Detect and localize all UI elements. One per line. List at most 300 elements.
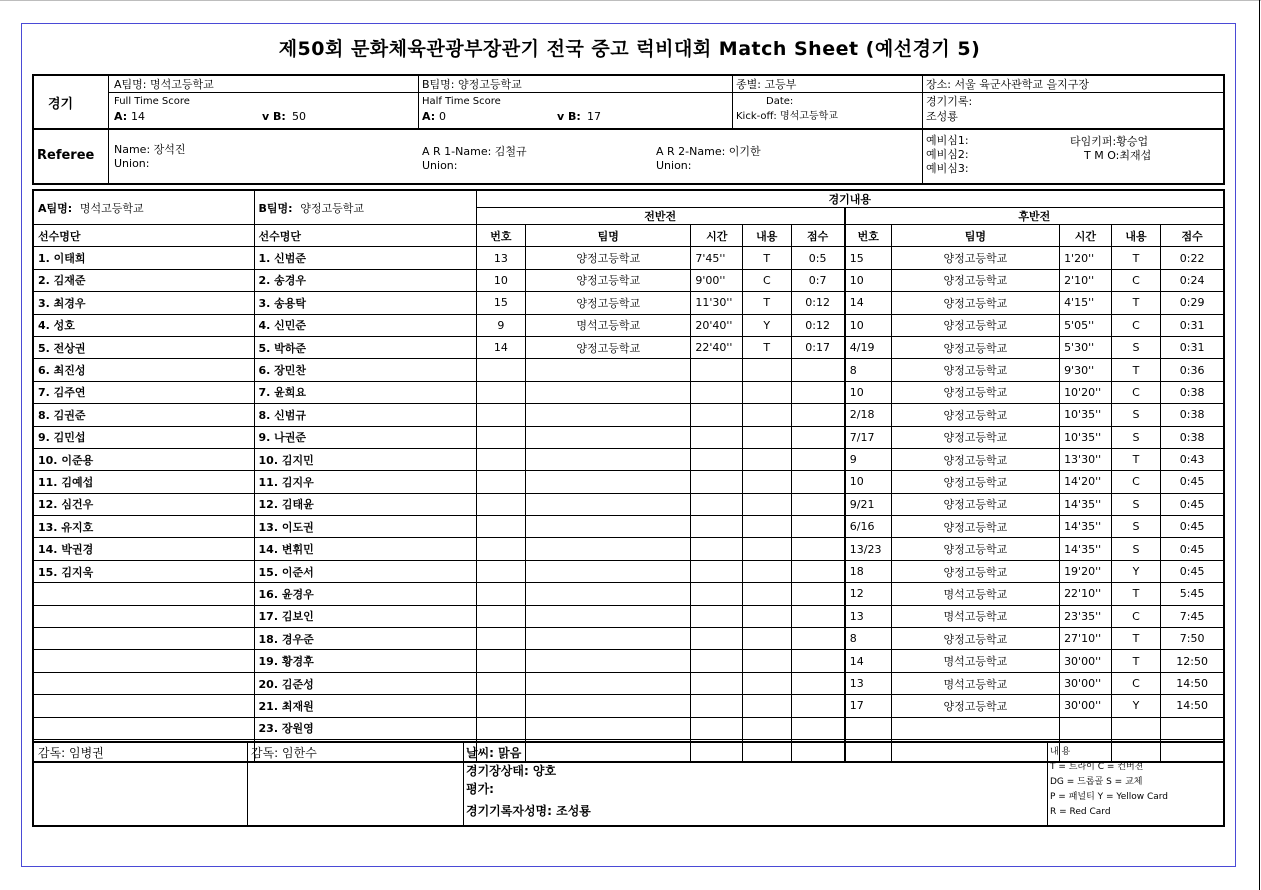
first-half-number-cell bbox=[476, 381, 526, 403]
second-half-score-cell: 14:50 bbox=[1161, 672, 1224, 694]
a-player-cell: 11. 김예섭 bbox=[33, 471, 254, 493]
first-half-score-cell bbox=[791, 695, 845, 717]
b-player-cell: 12. 김태윤 bbox=[254, 493, 476, 515]
first-half-time-cell: 20'40'' bbox=[691, 314, 743, 336]
first-half-team-cell bbox=[526, 717, 691, 739]
first-half-number-cell: 10 bbox=[476, 269, 526, 291]
first-half-number-cell bbox=[476, 717, 526, 739]
second-half-content-cell: T bbox=[1111, 247, 1161, 269]
referee-union: Union: bbox=[114, 157, 150, 170]
a-team-header-name: 명석고등학교 bbox=[79, 201, 144, 215]
first-half-content-cell bbox=[743, 493, 792, 515]
second-half-number-cell bbox=[845, 717, 891, 739]
a-player-cell bbox=[33, 650, 254, 672]
first-half-team-cell: 명석고등학교 bbox=[526, 314, 691, 336]
second-half-content-cell bbox=[1111, 717, 1161, 739]
first-half-content-cell bbox=[743, 672, 792, 694]
second-half-time-cell: 30'00'' bbox=[1060, 650, 1112, 672]
first-half-content-cell bbox=[743, 381, 792, 403]
ar2-name: A R 2-Name: 이기한 bbox=[656, 145, 761, 158]
first-half-score-cell: 0:7 bbox=[791, 269, 845, 291]
first-half-time-cell bbox=[691, 717, 743, 739]
first-half-number-cell bbox=[476, 650, 526, 672]
referee-section bbox=[32, 128, 1225, 185]
second-half-score-cell: 0:22 bbox=[1161, 247, 1224, 269]
full-b-label: v B: bbox=[262, 110, 286, 123]
first-half-time-cell bbox=[691, 359, 743, 381]
col-team-2: 팀명 bbox=[891, 225, 1059, 247]
weather: 날씨: 맑음 bbox=[466, 746, 522, 760]
second-half-content-cell: T bbox=[1111, 650, 1161, 672]
first-half-score-cell bbox=[791, 650, 845, 672]
first-half-score-cell bbox=[791, 381, 845, 403]
b-player-cell: 1. 신범준 bbox=[254, 247, 476, 269]
half-b-label: v B: bbox=[557, 110, 581, 123]
second-half-score-cell: 7:45 bbox=[1161, 605, 1224, 627]
second-half-team-cell: 명석고등학교 bbox=[891, 583, 1059, 605]
half-time-b-score: 17 bbox=[587, 110, 601, 123]
first-half-time-cell: 9'00'' bbox=[691, 269, 743, 291]
second-half-time-cell: 19'20'' bbox=[1060, 560, 1112, 582]
sheet-title: 제50회 문화체육관광부장관기 전국 중고 럭비대회 Match Sheet (예선경기 5) bbox=[278, 38, 981, 60]
a-player-cell: 7. 김주연 bbox=[33, 381, 254, 403]
first-half-time-cell bbox=[691, 471, 743, 493]
ar1-union: Union: bbox=[422, 159, 458, 172]
first-half-time-cell: 22'40'' bbox=[691, 336, 743, 358]
first-half-content-cell bbox=[743, 404, 792, 426]
a-player-cell: 10. 이준용 bbox=[33, 448, 254, 470]
first-half-time-cell bbox=[691, 516, 743, 538]
first-half-score-cell bbox=[791, 605, 845, 627]
a-roster-header: 선수명단 bbox=[33, 225, 254, 247]
first-half-score-cell bbox=[791, 560, 845, 582]
first-half-time-cell bbox=[691, 605, 743, 627]
second-half-number-cell: 10 bbox=[845, 381, 891, 403]
col-score-1: 점수 bbox=[791, 225, 845, 247]
first-half-team-cell: 양정고등학교 bbox=[526, 247, 691, 269]
first-half-number-cell bbox=[476, 583, 526, 605]
first-half-time-cell bbox=[691, 426, 743, 448]
second-half-time-cell: 10'35'' bbox=[1060, 404, 1112, 426]
second-half-content-cell: C bbox=[1111, 605, 1161, 627]
second-half-content-cell: Y bbox=[1111, 560, 1161, 582]
first-half-content-cell bbox=[743, 717, 792, 739]
a-player-cell: 15. 김지욱 bbox=[33, 560, 254, 582]
second-half-time-cell: 27'10'' bbox=[1060, 628, 1112, 650]
first-half-team-cell bbox=[526, 359, 691, 381]
first-half-team-cell bbox=[526, 493, 691, 515]
second-half-number-cell: 13 bbox=[845, 672, 891, 694]
table-row bbox=[33, 583, 1224, 605]
ar1-name: A R 1-Name: 김철규 bbox=[422, 145, 527, 158]
venue: 장소: 서울 육군사관학교 을지구장 bbox=[926, 78, 1089, 91]
first-half-time-cell bbox=[691, 538, 743, 560]
a-player-cell: 14. 박권경 bbox=[33, 538, 254, 560]
first-half-number-cell bbox=[476, 516, 526, 538]
second-half-team-cell: 양정고등학교 bbox=[891, 516, 1059, 538]
match-table bbox=[32, 189, 1225, 763]
second-half-number-cell: 17 bbox=[845, 695, 891, 717]
a-player-cell: 4. 성호 bbox=[33, 314, 254, 336]
full-time-a-score: 14 bbox=[131, 110, 145, 123]
table-row bbox=[33, 538, 1224, 560]
second-half-time-cell bbox=[1060, 717, 1112, 739]
a-player-cell: 3. 최경우 bbox=[33, 292, 254, 314]
b-player-cell: 14. 변휘민 bbox=[254, 538, 476, 560]
second-half-number-cell: 13 bbox=[845, 605, 891, 627]
second-half-time-cell: 14'35'' bbox=[1060, 516, 1112, 538]
second-half-team-cell: 양정고등학교 bbox=[891, 628, 1059, 650]
second-half-time-cell: 9'30'' bbox=[1060, 359, 1112, 381]
second-half-time-cell: 1'20'' bbox=[1060, 247, 1112, 269]
b-player-cell: 6. 장민찬 bbox=[254, 359, 476, 381]
first-half-team-cell bbox=[526, 628, 691, 650]
first-half-number-cell bbox=[476, 538, 526, 560]
first-half-team-cell: 양정고등학교 bbox=[526, 336, 691, 358]
a-team-name: A팀명: 명석고등학교 bbox=[114, 78, 214, 91]
second-half-team-cell: 양정고등학교 bbox=[891, 538, 1059, 560]
second-half-score-cell: 0:36 bbox=[1161, 359, 1224, 381]
second-half-time-cell: 5'05'' bbox=[1060, 314, 1112, 336]
tmo: T M O:최재섭 bbox=[1084, 149, 1152, 162]
second-half-team-cell: 명석고등학교 bbox=[891, 650, 1059, 672]
first-half-time-cell bbox=[691, 404, 743, 426]
a-player-cell bbox=[33, 672, 254, 694]
second-half-score-cell: 0:45 bbox=[1161, 493, 1224, 515]
coach-a: 감독: 임병권 bbox=[38, 746, 104, 760]
first-half-time-cell: 11'30'' bbox=[691, 292, 743, 314]
table-row bbox=[33, 404, 1224, 426]
a-player-cell: 12. 심건우 bbox=[33, 493, 254, 515]
b-player-cell: 3. 송용탁 bbox=[254, 292, 476, 314]
second-half-team-cell: 양정고등학교 bbox=[891, 560, 1059, 582]
legend-title: 내 용 bbox=[1050, 747, 1071, 757]
table-row bbox=[33, 247, 1224, 269]
date-label: Date: bbox=[766, 96, 794, 107]
col-content-2: 내용 bbox=[1111, 225, 1161, 247]
first-half-team-cell bbox=[526, 672, 691, 694]
first-half-number-cell bbox=[476, 359, 526, 381]
first-half-team-cell: 양정고등학교 bbox=[526, 269, 691, 291]
b-player-cell: 17. 김보인 bbox=[254, 605, 476, 627]
b-player-cell: 15. 이준서 bbox=[254, 560, 476, 582]
legend-line-3: P = 패널티 Y = Yellow Card bbox=[1050, 792, 1169, 802]
second-half-number-cell: 8 bbox=[845, 359, 891, 381]
second-half-number-cell: 8 bbox=[845, 628, 891, 650]
a-player-cell: 1. 이태희 bbox=[33, 247, 254, 269]
a-player-cell bbox=[33, 717, 254, 739]
table-row bbox=[33, 672, 1224, 694]
second-half-time-cell: 14'35'' bbox=[1060, 538, 1112, 560]
reserve-2: 예비심2: bbox=[926, 148, 969, 161]
second-half-time-cell: 10'20'' bbox=[1060, 381, 1112, 403]
a-player-cell bbox=[33, 605, 254, 627]
referee-label: Referee bbox=[37, 148, 95, 163]
rating: 평가: bbox=[466, 782, 494, 796]
first-half-team-cell bbox=[526, 471, 691, 493]
second-half-content-cell: T bbox=[1111, 583, 1161, 605]
first-half-content-cell bbox=[743, 583, 792, 605]
ground-condition: 경기장상태: 양호 bbox=[466, 764, 557, 778]
first-half-score-cell bbox=[791, 672, 845, 694]
second-half-team-cell: 양정고등학교 bbox=[891, 336, 1059, 358]
second-half-number-cell: 10 bbox=[845, 314, 891, 336]
b-player-cell: 5. 박하준 bbox=[254, 336, 476, 358]
first-half-time-cell bbox=[691, 493, 743, 515]
second-half-content-cell: C bbox=[1111, 471, 1161, 493]
second-half-time-cell: 4'15'' bbox=[1060, 292, 1112, 314]
table-row bbox=[33, 717, 1224, 739]
first-half-content-cell: T bbox=[743, 292, 792, 314]
second-half-content-cell: S bbox=[1111, 426, 1161, 448]
legend-line-2: DG = 드롭골 S = 교체 bbox=[1050, 777, 1143, 787]
first-half-score-cell bbox=[791, 717, 845, 739]
second-half-content-cell: S bbox=[1111, 538, 1161, 560]
timekeeper: 타임키퍼:황승업 bbox=[1070, 135, 1149, 148]
first-half-content-cell bbox=[743, 471, 792, 493]
coach-b: 감독: 임한수 bbox=[251, 746, 317, 760]
a-player-cell bbox=[33, 628, 254, 650]
second-half-content-cell: S bbox=[1111, 516, 1161, 538]
second-half-content-cell: S bbox=[1111, 404, 1161, 426]
second-half-team-cell: 양정고등학교 bbox=[891, 359, 1059, 381]
second-half-content-cell: T bbox=[1111, 628, 1161, 650]
second-half-number-cell: 7/17 bbox=[845, 426, 891, 448]
page-right-rule bbox=[1259, 0, 1260, 890]
second-half-time-cell: 5'30'' bbox=[1060, 336, 1112, 358]
table-row bbox=[33, 381, 1224, 403]
b-player-cell: 8. 신범규 bbox=[254, 404, 476, 426]
first-half-score-cell bbox=[791, 493, 845, 515]
first-half-score-cell bbox=[791, 583, 845, 605]
second-half-header: 후반전 bbox=[845, 208, 1224, 225]
first-half-score-cell bbox=[791, 359, 845, 381]
category: 종별: 고등부 bbox=[736, 78, 797, 91]
b-roster-header: 선수명단 bbox=[254, 225, 476, 247]
table-row bbox=[33, 426, 1224, 448]
second-half-score-cell: 0:38 bbox=[1161, 404, 1224, 426]
second-half-team-cell: 명석고등학교 bbox=[891, 672, 1059, 694]
b-player-cell: 2. 송경우 bbox=[254, 269, 476, 291]
second-half-number-cell: 4/19 bbox=[845, 336, 891, 358]
a-team-header bbox=[33, 190, 254, 225]
b-team-label: B팀명: bbox=[258, 201, 293, 215]
legend bbox=[1050, 745, 1168, 820]
table-row bbox=[33, 359, 1224, 381]
second-half-team-cell: 양정고등학교 bbox=[891, 471, 1059, 493]
first-half-time-cell bbox=[691, 560, 743, 582]
first-half-content-cell: T bbox=[743, 247, 792, 269]
b-player-cell: 23. 장원영 bbox=[254, 717, 476, 739]
second-half-score-cell: 0:45 bbox=[1161, 560, 1224, 582]
second-half-score-cell: 5:45 bbox=[1161, 583, 1224, 605]
second-half-team-cell: 양정고등학교 bbox=[891, 426, 1059, 448]
table-row bbox=[33, 471, 1224, 493]
referee-name: Name: 장석진 bbox=[114, 143, 186, 156]
first-half-content-cell bbox=[743, 426, 792, 448]
first-half-team-cell bbox=[526, 538, 691, 560]
table-row bbox=[33, 516, 1224, 538]
first-half-team-cell bbox=[526, 381, 691, 403]
first-half-number-cell bbox=[476, 448, 526, 470]
second-half-team-cell: 명석고등학교 bbox=[891, 605, 1059, 627]
first-half-time-cell bbox=[691, 583, 743, 605]
first-half-content-cell: T bbox=[743, 336, 792, 358]
first-half-number-cell bbox=[476, 426, 526, 448]
a-player-cell: 2. 김재준 bbox=[33, 269, 254, 291]
b-player-cell: 18. 경우준 bbox=[254, 628, 476, 650]
a-player-cell: 9. 김민섭 bbox=[33, 426, 254, 448]
second-half-content-cell: T bbox=[1111, 292, 1161, 314]
col-number-2: 번호 bbox=[845, 225, 891, 247]
first-half-time-cell bbox=[691, 628, 743, 650]
first-half-number-cell bbox=[476, 605, 526, 627]
second-half-number-cell: 10 bbox=[845, 471, 891, 493]
first-half-score-cell bbox=[791, 404, 845, 426]
first-half-time-cell bbox=[691, 695, 743, 717]
second-half-score-cell bbox=[1161, 717, 1224, 739]
footer-section bbox=[32, 741, 1225, 827]
first-half-score-cell bbox=[791, 628, 845, 650]
table-row bbox=[33, 269, 1224, 291]
b-player-cell: 7. 윤희요 bbox=[254, 381, 476, 403]
first-half-content-cell bbox=[743, 695, 792, 717]
b-player-cell: 16. 윤경우 bbox=[254, 583, 476, 605]
second-half-team-cell: 양정고등학교 bbox=[891, 381, 1059, 403]
b-player-cell: 10. 김지민 bbox=[254, 448, 476, 470]
first-half-content-cell bbox=[743, 560, 792, 582]
col-number-1: 번호 bbox=[476, 225, 526, 247]
first-half-time-cell bbox=[691, 650, 743, 672]
second-half-time-cell: 2'10'' bbox=[1060, 269, 1112, 291]
col-score-2: 점수 bbox=[1161, 225, 1224, 247]
second-half-score-cell: 0:45 bbox=[1161, 471, 1224, 493]
first-half-team-cell bbox=[526, 404, 691, 426]
first-half-score-cell bbox=[791, 448, 845, 470]
second-half-content-cell: Y bbox=[1111, 695, 1161, 717]
second-half-content-cell: C bbox=[1111, 381, 1161, 403]
second-half-time-cell: 13'30'' bbox=[1060, 448, 1112, 470]
second-half-score-cell: 0:31 bbox=[1161, 314, 1224, 336]
b-player-cell: 9. 나권준 bbox=[254, 426, 476, 448]
table-row bbox=[33, 314, 1224, 336]
second-half-score-cell: 0:43 bbox=[1161, 448, 1224, 470]
full-time-b-score: 50 bbox=[292, 110, 306, 123]
table-row bbox=[33, 628, 1224, 650]
b-player-cell: 19. 황경후 bbox=[254, 650, 476, 672]
first-half-number-cell: 9 bbox=[476, 314, 526, 336]
second-half-team-cell: 양정고등학교 bbox=[891, 493, 1059, 515]
second-half-number-cell: 9 bbox=[845, 448, 891, 470]
first-half-number-cell bbox=[476, 628, 526, 650]
first-half-team-cell: 양정고등학교 bbox=[526, 292, 691, 314]
second-half-team-cell: 양정고등학교 bbox=[891, 404, 1059, 426]
table-row bbox=[33, 336, 1224, 358]
first-half-content-cell bbox=[743, 650, 792, 672]
first-half-number-cell bbox=[476, 672, 526, 694]
half-time-a-score: 0 bbox=[439, 110, 446, 123]
second-half-time-cell: 10'35'' bbox=[1060, 426, 1112, 448]
a-player-cell: 6. 최진성 bbox=[33, 359, 254, 381]
legend-line-1: T = 트라이 C = 컨버젼 bbox=[1050, 762, 1144, 772]
first-half-score-cell bbox=[791, 426, 845, 448]
second-half-time-cell: 14'20'' bbox=[1060, 471, 1112, 493]
a-team-label: A팀명: bbox=[38, 201, 73, 215]
second-half-score-cell: 0:38 bbox=[1161, 381, 1224, 403]
half-time-label: Half Time Score bbox=[422, 96, 501, 107]
recorder-name: 조성룡 bbox=[926, 110, 958, 123]
b-player-cell: 13. 이도권 bbox=[254, 516, 476, 538]
second-half-content-cell: S bbox=[1111, 336, 1161, 358]
second-half-time-cell: 22'10'' bbox=[1060, 583, 1112, 605]
second-half-number-cell: 18 bbox=[845, 560, 891, 582]
second-half-team-cell: 양정고등학교 bbox=[891, 269, 1059, 291]
first-half-time-cell bbox=[691, 672, 743, 694]
ar2-union: Union: bbox=[656, 159, 692, 172]
first-half-content-cell bbox=[743, 516, 792, 538]
second-half-score-cell: 0:29 bbox=[1161, 292, 1224, 314]
second-half-content-cell: C bbox=[1111, 314, 1161, 336]
full-a-label: A: bbox=[114, 110, 128, 123]
first-half-score-cell: 0:12 bbox=[791, 292, 845, 314]
legend-line-4: R = Red Card bbox=[1050, 807, 1111, 817]
first-half-number-cell bbox=[476, 560, 526, 582]
match-label: 경기 bbox=[48, 97, 74, 112]
table-row bbox=[33, 695, 1224, 717]
first-half-number-cell: 14 bbox=[476, 336, 526, 358]
second-half-content-cell: C bbox=[1111, 269, 1161, 291]
first-half-number-cell bbox=[476, 471, 526, 493]
first-half-team-cell bbox=[526, 448, 691, 470]
first-half-number-cell: 13 bbox=[476, 247, 526, 269]
second-half-score-cell: 0:31 bbox=[1161, 336, 1224, 358]
b-player-cell: 20. 김준성 bbox=[254, 672, 476, 694]
half-a-label: A: bbox=[422, 110, 436, 123]
second-half-score-cell: 14:50 bbox=[1161, 695, 1224, 717]
second-half-score-cell: 12:50 bbox=[1161, 650, 1224, 672]
second-half-team-cell: 양정고등학교 bbox=[891, 292, 1059, 314]
b-player-cell: 11. 김지우 bbox=[254, 471, 476, 493]
first-half-number-cell bbox=[476, 404, 526, 426]
second-half-number-cell: 9/21 bbox=[845, 493, 891, 515]
first-half-time-cell bbox=[691, 448, 743, 470]
col-time-2: 시간 bbox=[1060, 225, 1112, 247]
second-half-number-cell: 6/16 bbox=[845, 516, 891, 538]
table-row bbox=[33, 650, 1224, 672]
b-team-header bbox=[254, 190, 476, 225]
second-half-content-cell: T bbox=[1111, 448, 1161, 470]
table-row bbox=[33, 448, 1224, 470]
first-half-score-cell bbox=[791, 516, 845, 538]
a-player-cell: 8. 김권준 bbox=[33, 404, 254, 426]
first-half-score-cell bbox=[791, 471, 845, 493]
match-sheet bbox=[21, 23, 1236, 867]
first-half-score-cell: 0:12 bbox=[791, 314, 845, 336]
record-label: 경기기록: bbox=[926, 95, 973, 108]
first-half-content-cell bbox=[743, 538, 792, 560]
first-half-score-cell bbox=[791, 538, 845, 560]
second-half-team-cell bbox=[891, 717, 1059, 739]
table-row bbox=[33, 493, 1224, 515]
second-half-number-cell: 14 bbox=[845, 650, 891, 672]
first-half-team-cell bbox=[526, 695, 691, 717]
table-row bbox=[33, 560, 1224, 582]
first-half-number-cell bbox=[476, 695, 526, 717]
match-info-section bbox=[32, 74, 1225, 130]
table-row bbox=[33, 605, 1224, 627]
second-half-score-cell: 0:45 bbox=[1161, 516, 1224, 538]
second-half-team-cell: 양정고등학교 bbox=[891, 448, 1059, 470]
